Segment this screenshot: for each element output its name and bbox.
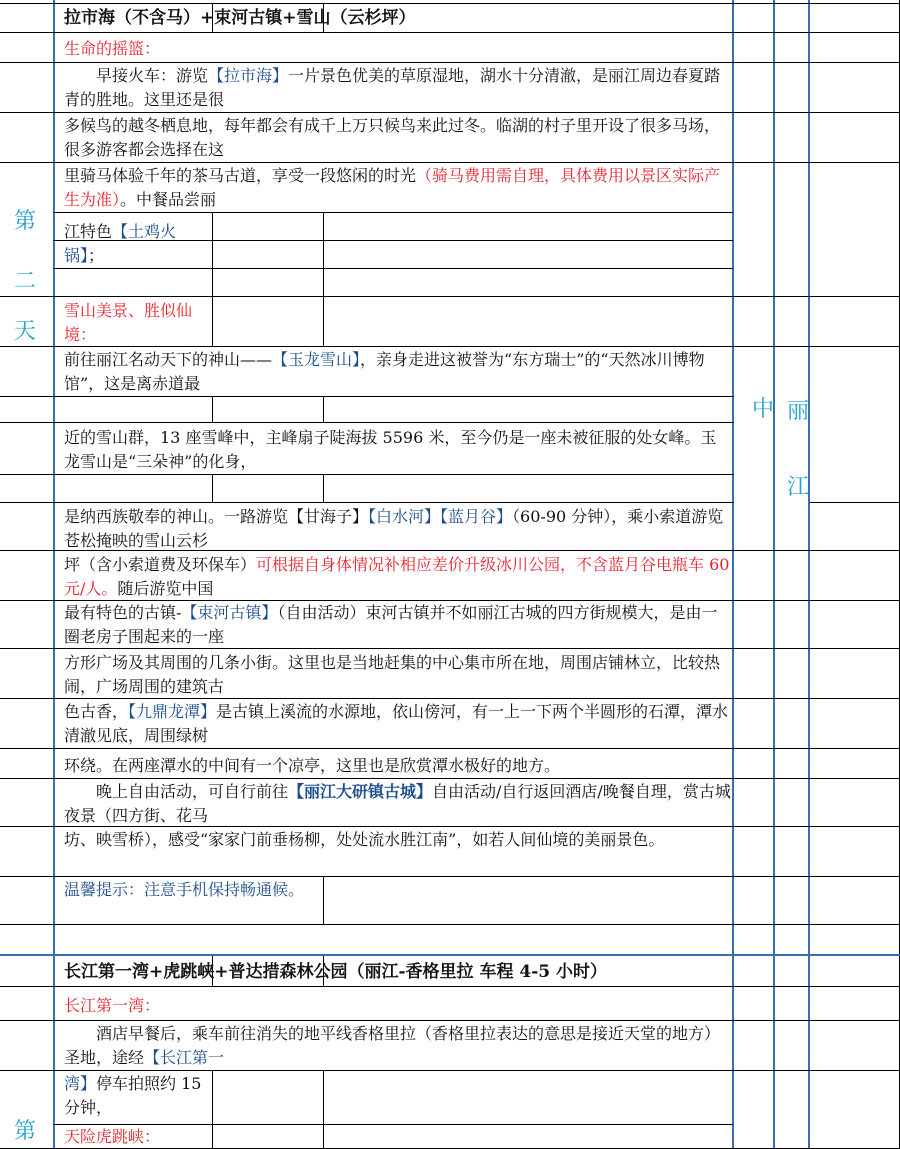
text-span: 是纳西族敬奉的神山。一路游览【甘海子】 [64,507,369,526]
day-label-char: 二 [14,269,37,294]
row-line [0,778,900,779]
row-line [0,162,900,163]
row-line [0,474,734,475]
paragraph [64,64,732,112]
paragraph: 环绕。在两座潭水的中间有一个凉亭，这里也是欣赏潭水极好的地方。 [64,756,561,775]
cell-divider [212,396,213,422]
highlight-place: 【长江第一 [144,1048,225,1067]
right-column-char: 江 [787,475,810,500]
paragraph [64,700,732,748]
highlight-place: 【丽江大研镇古城】 [288,782,433,801]
cell-divider [323,876,324,924]
row-line [0,112,900,113]
paragraph: 坊、映雪桥），感受“家家门前垂杨柳，处处流水胜江南”，如若人间仙境的美丽景色。 [64,830,665,849]
row-line [53,268,733,269]
section-heading: 雪山美景、胜似仙境： [64,301,193,344]
text-span: 。中餐品尝丽 [120,190,217,209]
day-label-char: 第 [14,1119,37,1144]
section-heading: 生命的摇篮： [64,39,161,58]
row-line [0,1020,900,1021]
text-span: 是古镇上溪流的水源地，依山傍河，有一上一下两个半圆形的石潭，潭水清澈见底，周围绿树 [64,702,729,745]
text-span: 晚上自由活动，可自行前往 [96,782,289,801]
content-column-border [732,0,734,1149]
day3-title: 长江第一湾+虎跳峡+普达措森林公园（丽江-香格里拉 车程 4-5 小时） [64,962,608,982]
day-separator [0,954,900,956]
tip-text: 温馨提示：注意手机保持畅通候。 [64,880,305,899]
paragraph [64,1022,732,1070]
paragraph [64,553,732,601]
row-line [0,1070,900,1071]
highlight-place: 【白水河】 [368,507,441,526]
text-span: （60-90 分钟），乘小索道游览苍松掩映的雪山云杉 [64,507,724,550]
text-span: 里骑马体验千年的茶马古道，享受一段悠闲的时光 [64,166,417,185]
notice-text: （骑马费用需自理，具体费用以景区实际产生为准） [64,166,721,209]
day-column-border [53,0,55,1149]
paragraph [64,780,732,828]
day-label-char: 第 [14,209,37,234]
cell-divider [323,212,324,346]
text-span: 停车拍照约 15 分钟， [64,1074,202,1117]
text-span: 最有特色的古镇- [64,603,182,622]
right-column-char: 丽 [787,399,810,424]
paragraph [64,220,204,268]
text-span: 一片景色优美的草原湿地，湖水十分清澈，是丽江周边春夏踏青的胜地。这里还是很 [64,66,721,109]
row-line [0,876,900,877]
text-span: （自由活动）束河古镇并不如丽江古城的四方街规模大，是由一圈老房子围起来的一座 [64,603,718,646]
cell-divider [212,474,213,502]
row-line [0,32,900,33]
cell-divider [323,474,324,502]
paragraph: 近的雪山群，13 座雪峰中，主峰扇子陡海拔 5596 米，至今仍是一座未被征服的处女峰。玉龙雪山是“三朵神”的化身， [64,428,717,471]
row-line [0,924,900,925]
paragraph [64,164,732,212]
highlight-place: 【蓝月谷】 [440,507,513,526]
paragraph [64,601,732,649]
section-heading: 长江第一湾： [64,996,161,1015]
row-line [0,296,900,297]
row-line [0,986,900,987]
text-span: 自由活动/自行返回酒店/晚餐自理，赏古城夜景（四方街、花马 [64,782,731,825]
row-line [53,212,733,213]
paragraph [64,505,732,553]
row-line [0,748,900,749]
text-span: 早接火车：游览 [96,66,209,85]
right-column-char: 中 [752,397,775,422]
day2-title: 拉市海（不含马）+束河古镇+雪山（云杉坪） [64,8,416,28]
text-span: 坪（含小索道费及环保车） [64,555,257,574]
highlight-place: 【土鸡火锅】 [64,222,177,265]
right-column-border [808,0,810,1149]
cell-divider [323,396,324,422]
highlight-place: 湾】 [64,1074,97,1093]
text-span: ，亲身走进这被誉为“东方瑞士”的“天然冰川博物馆”，这是离赤道最 [64,350,705,393]
highlight-place: 【束河古镇】 [181,603,278,622]
text-span: ； [88,246,105,265]
text-span: 色古香， [64,702,129,721]
paragraph: 方形广场及其周围的几条小街。这里也是当地赶集的中心集市所在地，周围店铺林立，比较热闹，广场周围的建筑古 [64,653,721,696]
paragraph [64,348,732,396]
highlight-place: 【九鼎龙潭】 [128,702,217,721]
section-heading: 天险虎跳峡： [64,1127,161,1146]
day-label-char: 天 [14,319,37,344]
paragraph: 多候鸟的越冬栖息地，每年都会有成千上万只候鸟来此过冬。临湖的村子里开设了很多马场，很多游客都会选择在这 [64,116,721,159]
text-span: 江特色 [64,222,113,241]
text-span: 酒店早餐后，乘车前往消失的地平线香格里拉（香格里拉表达的意思是接近天堂的地方）圣地，途经 [64,1024,721,1067]
row-line [810,502,900,503]
notice-text: 可根据自身体情况补相应差价升级冰川公园，不含蓝月谷电瓶车 60 元/人。 [64,555,730,598]
paragraph [64,1072,204,1120]
row-line [0,3,900,4]
row-line [0,502,734,503]
cell-divider [212,296,213,346]
row-line [0,396,734,397]
highlight-place: 【拉市海】 [208,66,289,85]
highlight-place: 【玉龙雪山】 [272,350,361,369]
text-span: 随后游览中国 [117,579,214,598]
mid-column-border [773,0,775,1149]
text-span: 前往丽江名动天下的神山—— [64,350,273,369]
row-line [0,422,734,423]
row-line [0,62,900,63]
cell-divider [212,212,213,296]
